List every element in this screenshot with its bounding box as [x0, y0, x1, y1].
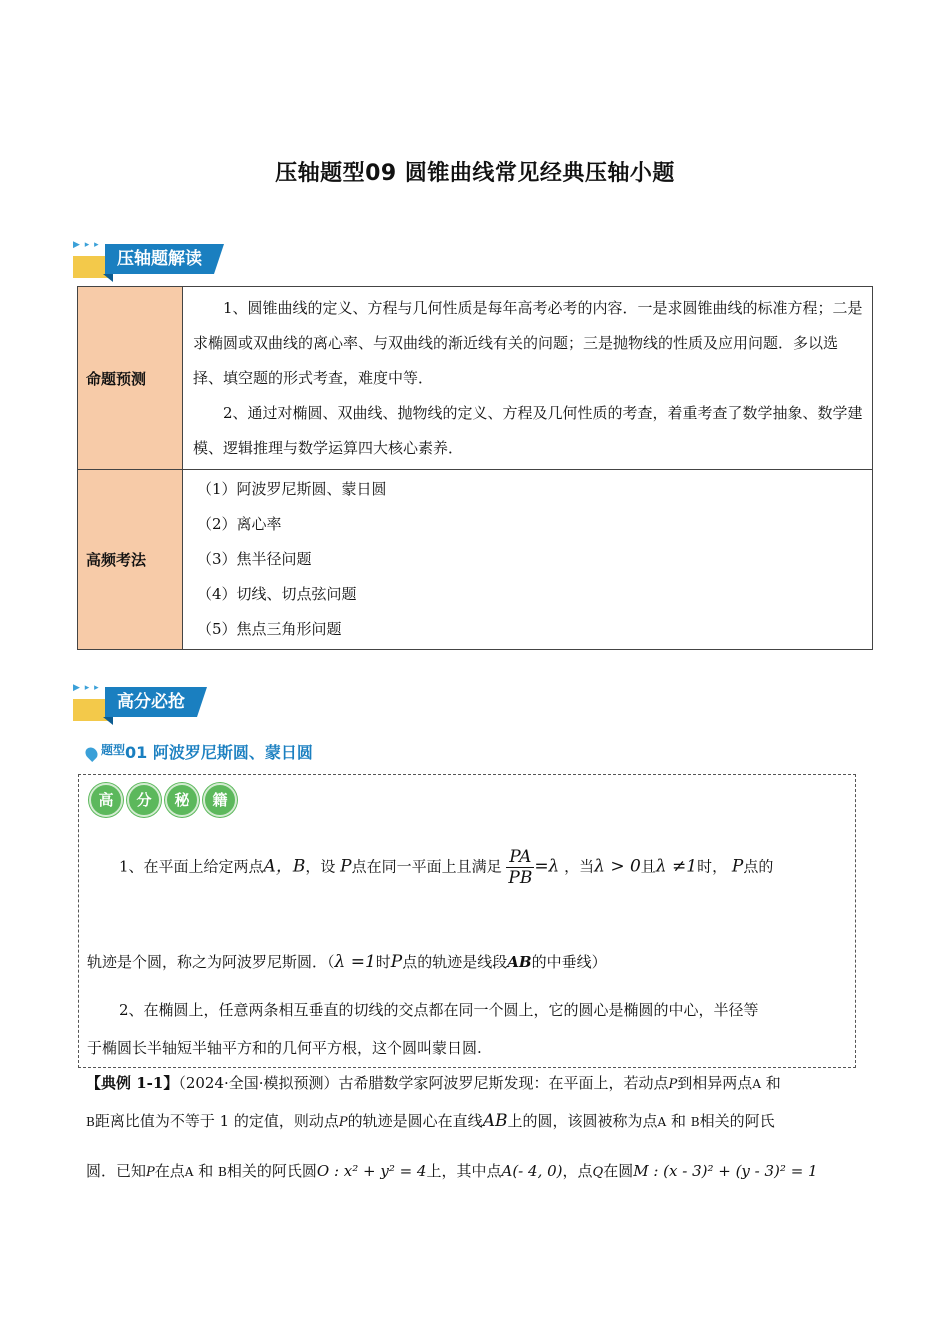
section-label: 压轴题解读: [105, 244, 214, 274]
location-pin-icon: [83, 745, 100, 762]
tip-1-line-2: 轨迹是个圆，称之为阿波罗尼斯圆．（λ =1时P点的轨迹是线段AB的中垂线）: [87, 952, 607, 972]
section-label: 高分必抢: [105, 687, 197, 717]
info-table: [77, 286, 873, 650]
tip-2-line-2: 于椭圆长半轴短半轴平方和的几何平方根，这个圆叫蒙日圆.: [87, 1039, 482, 1057]
tips-box: [78, 774, 856, 1068]
list-item: （1）阿波罗尼斯圆、蒙日圆: [197, 480, 387, 498]
arrow-decoration-icon: ▶ ▸ ▸: [73, 683, 100, 693]
frequent-content: [183, 470, 873, 650]
badge: 秘: [165, 783, 199, 817]
section-banner-interpretation: [73, 240, 233, 282]
fraction: $\frac{PA}{PB}$: [508, 847, 533, 888]
badge: 高: [89, 783, 123, 817]
list-item: （5）焦点三角形问题: [197, 620, 342, 638]
tips-badges: [89, 783, 241, 817]
type-heading: $^{题型}$01 阿波罗尼斯圆、蒙日圆: [86, 740, 313, 763]
row-header-frequent: 高频考法: [78, 470, 183, 650]
example-line-3: 圆．已知P在点A 和 B相关的阿氏圆O : x² + y² = 4上，其中点A(- 4, 0)，点Q在圆M : (x - 3)² + (y - 3)² = 1: [86, 1162, 818, 1180]
tip-1-line-1: 1、在平面上给定两点A，B，设 P点在同一平面上且满足 $\frac{PA}{PB}$ =λ ，当λ > 0且λ ≠1时， P点的: [119, 847, 774, 888]
tip-2-line-1: 2、在椭圆上，任意两条相互垂直的切线的交点都在同一个圆上，它的圆心是椭圆的中心，半径等: [119, 1001, 759, 1019]
list-item: （2）离心率: [197, 515, 282, 533]
page-title: 压轴题型09 圆锥曲线常见经典压轴小题: [275, 161, 675, 186]
list-item: （3）焦半径问题: [197, 550, 312, 568]
list-item: （4）切线、切点弦问题: [197, 585, 357, 603]
badge: 籍: [203, 783, 237, 817]
example-line-2: B距离比值为不等于 1 的定值，则动点P的轨迹是圆心在直线AB上的圆，该圆被称为点A 和 B相关的阿氏: [86, 1111, 775, 1131]
row-header-prediction: 命题预测: [78, 287, 183, 470]
section-banner-highscore: [73, 683, 223, 725]
prediction-paragraph-1: 1、圆锥曲线的定义、方程与几何性质是每年高考必考的内容．一是求圆锥曲线的标准方程；二是求椭圆或双曲线的离心率、与双曲线的渐近线有关的问题；三是抛物线的性质及应用问题．多以选择、填空题的形式考查，难度中等．: [193, 298, 863, 387]
example-line-1: 【典例 1-1】（2024·全国·模拟预测）古希腊数学家阿波罗尼斯发现：在平面上，若动点P到相异两点A 和: [86, 1074, 781, 1092]
prediction-paragraph-2: 2、通过对椭圆、双曲线、抛物线的定义、方程及几何性质的考查，着重考查了数学抽象、数学建模、逻辑推理与数学运算四大核心素养．: [193, 403, 863, 457]
table-row: [78, 470, 873, 650]
arrow-decoration-icon: ▶ ▸ ▸: [73, 240, 100, 250]
table-row: [78, 287, 873, 470]
badge: 分: [127, 783, 161, 817]
prediction-content: [183, 287, 873, 470]
